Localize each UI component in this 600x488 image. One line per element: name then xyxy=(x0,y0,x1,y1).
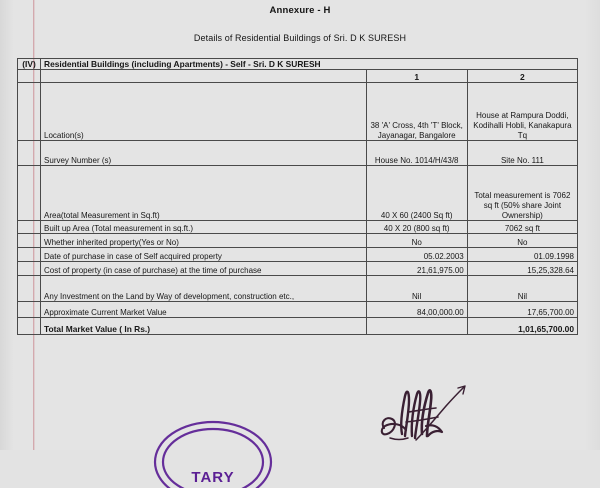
residential-buildings-table-wrap xyxy=(17,58,578,335)
notary-stamp xyxy=(152,418,274,488)
row-value-col2: Total measurement is 7062 sq ft (50% share Joint Ownership) xyxy=(467,166,577,221)
column-number-2: 2 xyxy=(467,70,577,83)
section-heading: Residential Buildings (including Apartments) - Self - Sri. D K SURESH xyxy=(41,59,578,70)
row-label: Any Investment on the Land by Way of development, construction etc., xyxy=(41,276,367,302)
table-row-area xyxy=(18,166,578,221)
row-value-col1: 40 X 20 (800 sq ft) xyxy=(366,221,467,234)
table-row-location xyxy=(18,83,578,141)
row-value-col1: No xyxy=(366,234,467,248)
row-value-col2: 15,25,328.64 xyxy=(467,262,577,276)
row-value-col1: 40 X 60 (2400 Sq ft) xyxy=(366,166,467,221)
section-index: (IV) xyxy=(18,59,41,70)
table-row-investment xyxy=(18,276,578,302)
total-label: Total Market Value ( In Rs.) xyxy=(41,318,367,335)
signature-mark xyxy=(372,382,492,448)
row-index-cell xyxy=(18,141,41,166)
table-column-number-row xyxy=(18,70,578,83)
column-number-spacer-index xyxy=(18,70,41,83)
row-value-col2: Site No. 111 xyxy=(467,141,577,166)
table-section-header-row xyxy=(18,59,578,70)
row-index-cell xyxy=(18,166,41,221)
page-subtitle: Details of Residential Buildings of Sri. D K SURESH xyxy=(193,33,407,43)
row-label: Date of purchase in case of Self acquired property xyxy=(41,248,367,262)
row-label: Built up Area (Total measurement in sq.ft.) xyxy=(41,221,367,234)
row-index-cell xyxy=(18,234,41,248)
table-row-built-up-area xyxy=(18,221,578,234)
row-index-cell xyxy=(18,302,41,318)
table-row-survey-number xyxy=(18,141,578,166)
residential-buildings-table xyxy=(17,58,578,335)
total-value-col1 xyxy=(366,318,467,335)
table-row-current-market-value xyxy=(18,302,578,318)
table-row-date-of-purchase xyxy=(18,248,578,262)
total-value-col2: 1,01,65,700.00 xyxy=(467,318,577,335)
row-index-cell xyxy=(18,318,41,335)
stamp-label: TARY xyxy=(191,469,235,486)
row-index-cell xyxy=(18,262,41,276)
row-value-col1: 38 'A' Cross, 4th 'T' Block, Jayanagar, Bangalore xyxy=(366,83,467,141)
table-row-cost-of-property xyxy=(18,262,578,276)
row-index-cell xyxy=(18,83,41,141)
row-value-col2: House at Rampura Doddi, Kodihalli Hobli, Kanakapura Tq xyxy=(467,83,577,141)
row-value-col2: Nil xyxy=(467,276,577,302)
row-index-cell xyxy=(18,221,41,234)
row-value-col2: 01.09.1998 xyxy=(467,248,577,262)
column-number-1: 1 xyxy=(366,70,467,83)
row-value-col2: No xyxy=(467,234,577,248)
page-title: Annexure - H xyxy=(269,5,331,16)
row-value-col2: 7062 sq ft xyxy=(467,221,577,234)
row-index-cell xyxy=(18,248,41,262)
row-value-col1: Nil xyxy=(366,276,467,302)
row-value-col1: House No. 1014/H/43/8 xyxy=(366,141,467,166)
row-label: Survey Number (s) xyxy=(41,141,367,166)
table-row-inherited xyxy=(18,234,578,248)
column-number-spacer-label xyxy=(41,70,367,83)
row-value-col1: 84,00,000.00 xyxy=(366,302,467,318)
row-value-col1: 21,61,975.00 xyxy=(366,262,467,276)
row-label: Area(total Measurement in Sq.ft) xyxy=(41,166,367,221)
row-label: Approximate Current Market Value xyxy=(41,302,367,318)
row-label: Location(s) xyxy=(41,83,367,141)
table-row-total-market-value xyxy=(18,318,578,335)
row-value-col2: 17,65,700.00 xyxy=(467,302,577,318)
row-index-cell xyxy=(18,276,41,302)
row-label: Cost of property (in case of purchase) at the time of purchase xyxy=(41,262,367,276)
row-label: Whether inherited property(Yes or No) xyxy=(41,234,367,248)
row-value-col1: 05.02.2003 xyxy=(366,248,467,262)
